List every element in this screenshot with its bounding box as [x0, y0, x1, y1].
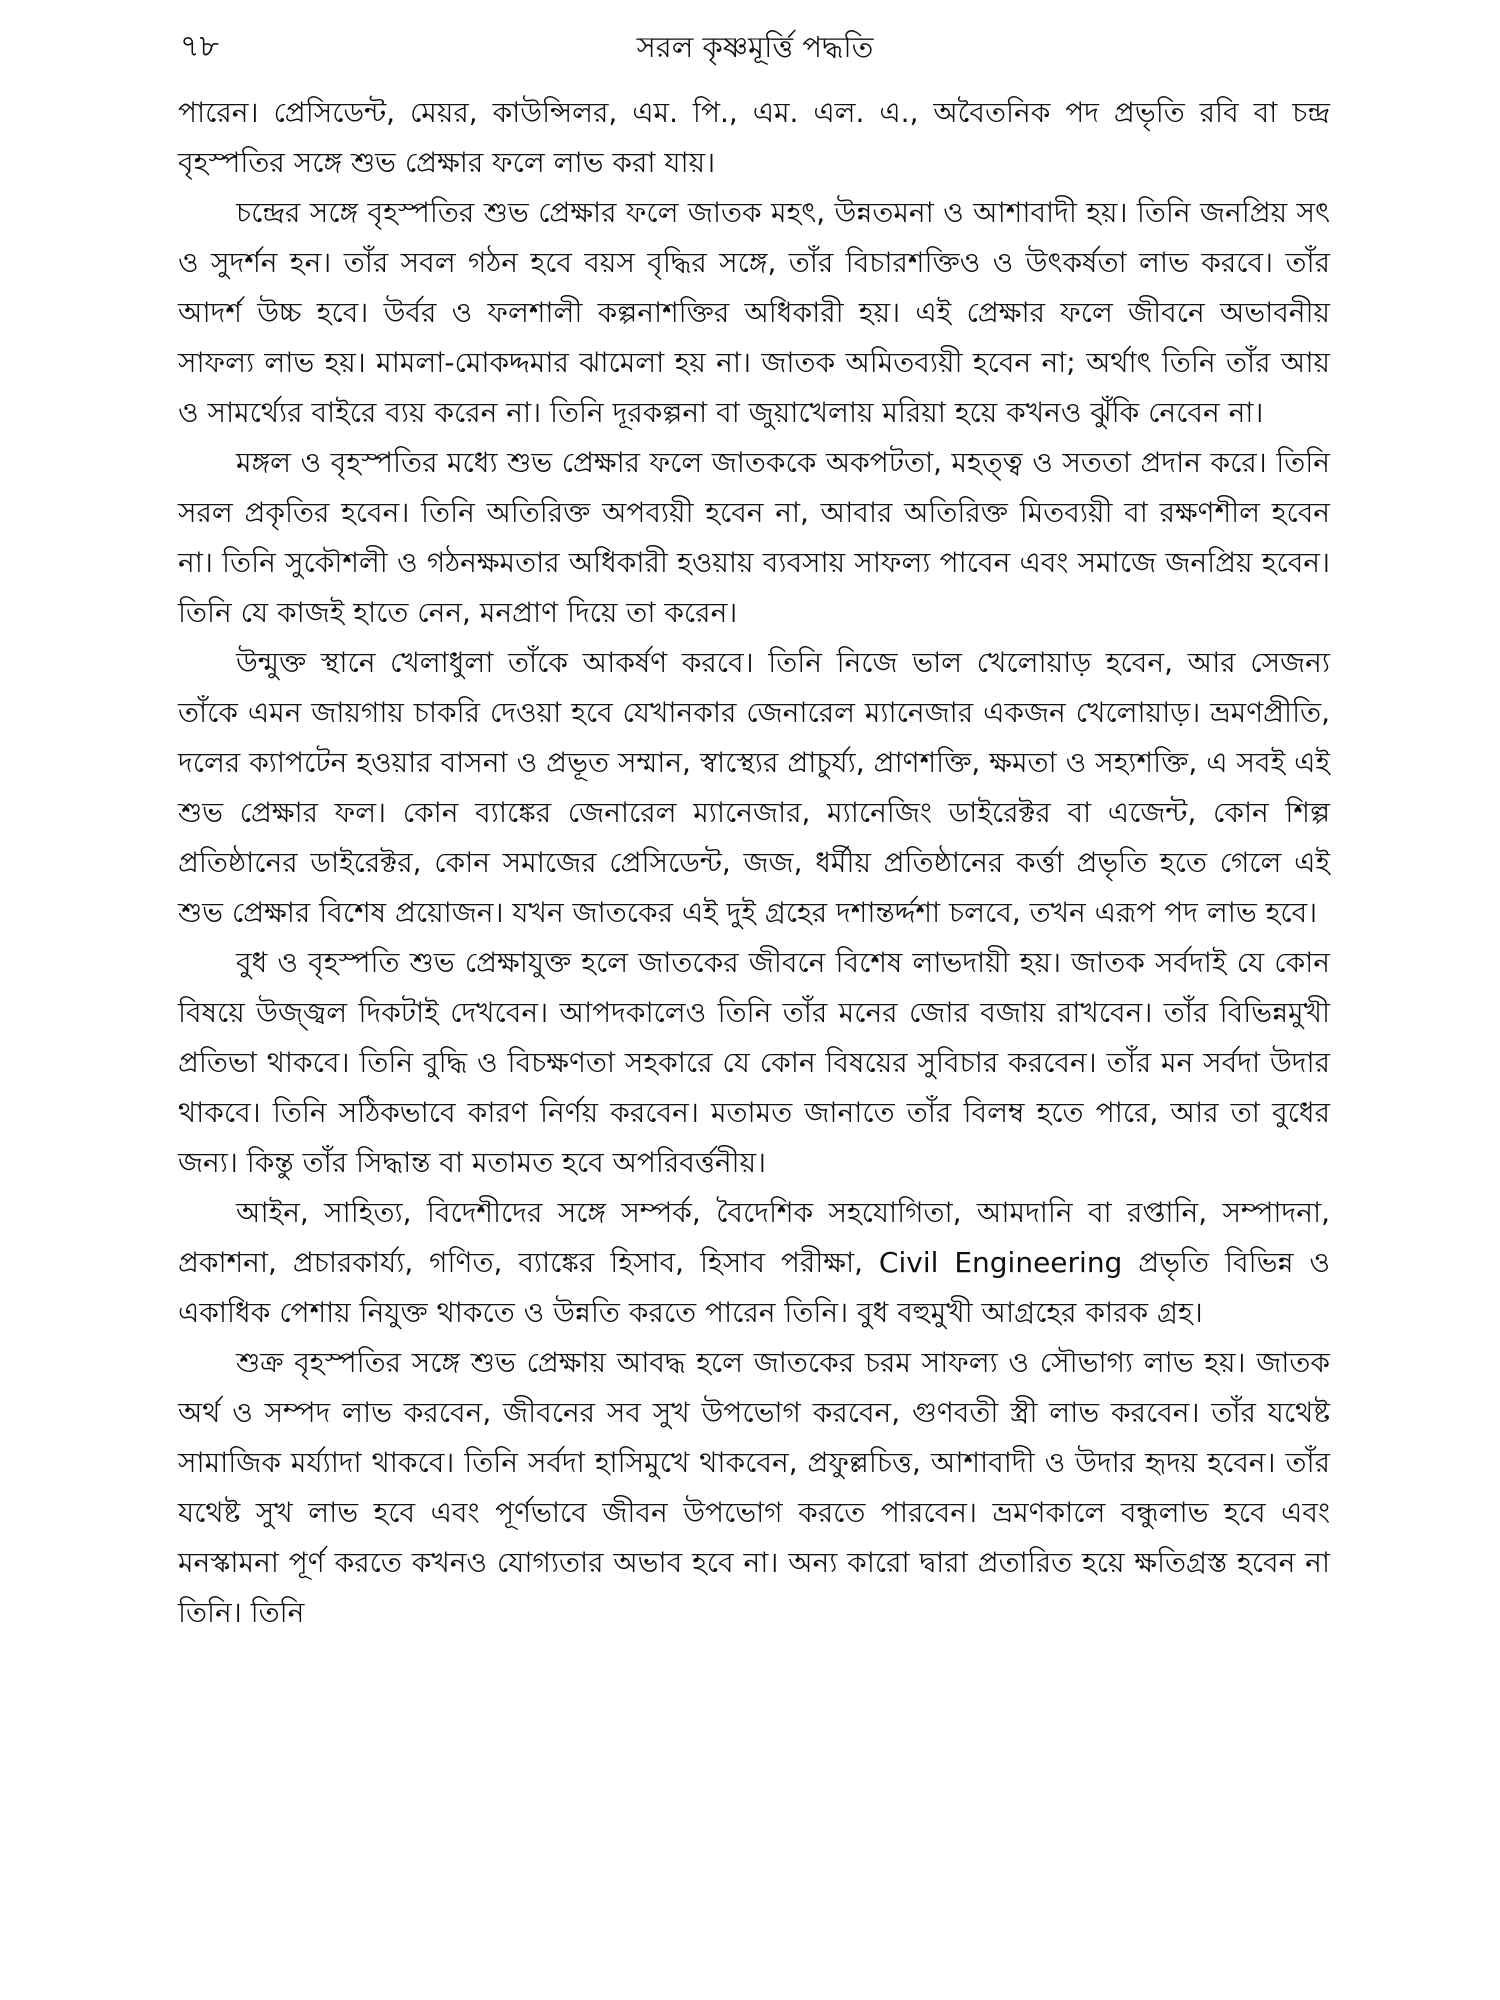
page-header — [180, 22, 1330, 72]
page-number: ৭৮ — [180, 29, 219, 64]
paragraph-mars-jupiter: মঙ্গল ও বৃহস্পতির মধ্যে শুভ প্রেক্ষার ফলে জাতককে অকপটতা, মহত্ত্ব ও সততা প্রদান করে। তিনি সরল প্রকৃতির হবেন। তিনি অতিরিক্ত অপব্যয়ী হবেন না, আবার অতিরিক্ত মিতব্যয়ী বা রক্ষণশীল হবেন না। তিনি সুকৌশলী ও গঠনক্ষমতার অধিকারী হওয়ায় ব্যবসায় সাফল্য পাবেন এবং সমাজে জনপ্রিয় হবেন। তিনি যে কাজই হাতে নেন, মনপ্রাণ দিয়ে তা করেন। — [178, 446, 1330, 629]
paragraph-professions: আইন, সাহিত্য, বিদেশীদের সঙ্গে সম্পর্ক, বৈদেশিক সহযোগিতা, আমদানি বা রপ্তানি, সম্পাদনা, প্রকাশনা, প্রচারকার্য্য, গণিত, ব্যাঙ্কের হিসাব, হিসাব পরীক্ষা, Civil Engineering প্রভৃতি বিভিন্ন ও একাধিক পেশায় নিযুক্ত থাকতে ও উন্নতি করতে পারেন তিনি। বুধ বহুমুখী আগ্রহের কারক গ্রহ। — [178, 1196, 1330, 1329]
paragraph-mercury-jupiter: বুধ ও বৃহস্পতি শুভ প্রেক্ষাযুক্ত হলে জাতকের জীবনে বিশেষ লাভদায়ী হয়। জাতক সর্বদাই যে কোন বিষয়ে উজ্জ্বল দিকটাই দেখবেন। আপদকালেও তিনি তাঁর মনের জোর বজায় রাখবেন। তাঁর বিভিন্নমুখী প্রতিভা থাকবে। তিনি বুদ্ধি ও বিচক্ষণতা সহকারে যে কোন বিষয়ের সুবিচার করবেন। তাঁর মন সর্বদা উদার থাকবে। তিনি সঠিকভাবে কারণ নির্ণয় করবেন। মতামত জানাতে তাঁর বিলম্ব হতে পারে, আর তা বুধের জন্য। কিন্তু তাঁর সিদ্ধান্ত বা মতামত হবে অপরিবর্ত্তনীয়। — [178, 946, 1330, 1179]
paragraph-outdoor-sports: উন্মুক্ত স্থানে খেলাধুলা তাঁকে আকর্ষণ করবে। তিনি নিজে ভাল খেলোয়াড় হবেন, আর সেজন্য তাঁকে এমন জায়গায় চাকরি দেওয়া হবে যেখানকার জেনারেল ম্যানেজার একজন খেলোয়াড়। ভ্রমণপ্রীতি, দলের ক্যাপটেন হওয়ার বাসনা ও প্রভূত সম্মান, স্বাস্থ্যের প্রাচুর্য্য, প্রাণশক্তি, ক্ষমতা ও সহ্যশক্তি, এ সবই এই শুভ প্রেক্ষার ফল। কোন ব্যাঙ্কের জেনারেল ম্যানেজার, ম্যানেজিং ডাইরেক্টর বা এজেন্ট, কোন শিল্প প্রতিষ্ঠানের ডাইরেক্টর, কোন সমাজের প্রেসিডেন্ট, জজ, ধর্মীয় প্রতিষ্ঠানের কর্ত্তা প্রভৃতি হতে গেলে এই শুভ প্রেক্ষার বিশেষ প্রয়োজন। যখন জাতকের এই দুই গ্রহের দশান্তর্দ্দশা চলবে, তখন এরূপ পদ লাভ হবে। — [178, 646, 1330, 929]
paragraph-continuation: পারেন। প্রেসিডেন্ট, মেয়র, কাউন্সিলর, এম. পি., এম. এল. এ., অবৈতনিক পদ প্রভৃতি রবি বা চন্দ্র বৃহস্পতির সঙ্গে শুভ প্রেক্ষার ফলে লাভ করা যায়। — [178, 96, 1330, 179]
running-title: সরল কৃষ্ণমূর্ত্তি পদ্ধতি — [636, 30, 874, 64]
paragraph-venus-jupiter: শুক্র বৃহস্পতির সঙ্গে শুভ প্রেক্ষায় আবদ্ধ হলে জাতকের চরম সাফল্য ও সৌভাগ্য লাভ হয়। জাতক অর্থ ও সম্পদ লাভ করবেন, জীবনের সব সুখ উপভোগ করবেন, গুণবতী স্ত্রী লাভ করবেন। তাঁর যথেষ্ট সামাজিক মর্য্যাদা থাকবে। তিনি সর্বদা হাসিমুখে থাকবেন, প্রফুল্লচিত্ত, আশাবাদী ও উদার হৃদয় হবেন। তাঁর যথেষ্ট সুখ লাভ হবে এবং পূর্ণভাবে জীবন উপভোগ করতে পারবেন। ভ্রমণকালে বন্ধুলাভ হবে এবং মনস্কামনা পূর্ণ করতে কখনও যোগ্যতার অভাব হবে না। অন্য কারো দ্বারা প্রতারিত হয়ে ক্ষতিগ্রস্ত হবেন না তিনি। তিনি — [178, 1346, 1330, 1629]
paragraph-moon-jupiter: চন্দ্রের সঙ্গে বৃহস্পতির শুভ প্রেক্ষার ফলে জাতক মহৎ, উন্নতমনা ও আশাবাদী হয়। তিনি জনপ্রিয় সৎ ও সুদর্শন হন। তাঁর সবল গঠন হবে বয়স বৃদ্ধির সঙ্গে, তাঁর বিচারশক্তিও ও উৎকর্ষতা লাভ করবে। তাঁর আদর্শ উচ্চ হবে। উর্বর ও ফলশালী কল্পনাশক্তির অধিকারী হয়। এই প্রেক্ষার ফলে জীবনে অভাবনীয় সাফল্য লাভ হয়। মামলা-মোকদ্দমার ঝামেলা হয় না। জাতক অমিতব্যয়ী হবেন না; অর্থাৎ তিনি তাঁর আয় ও সামর্থ্যের বাইরে ব্যয় করেন না। তিনি দূরকল্পনা বা জুয়াখেলায় মরিয়া হয়ে কখনও ঝুঁকি নেবেন না। — [178, 196, 1330, 429]
body-text — [178, 88, 1330, 1638]
